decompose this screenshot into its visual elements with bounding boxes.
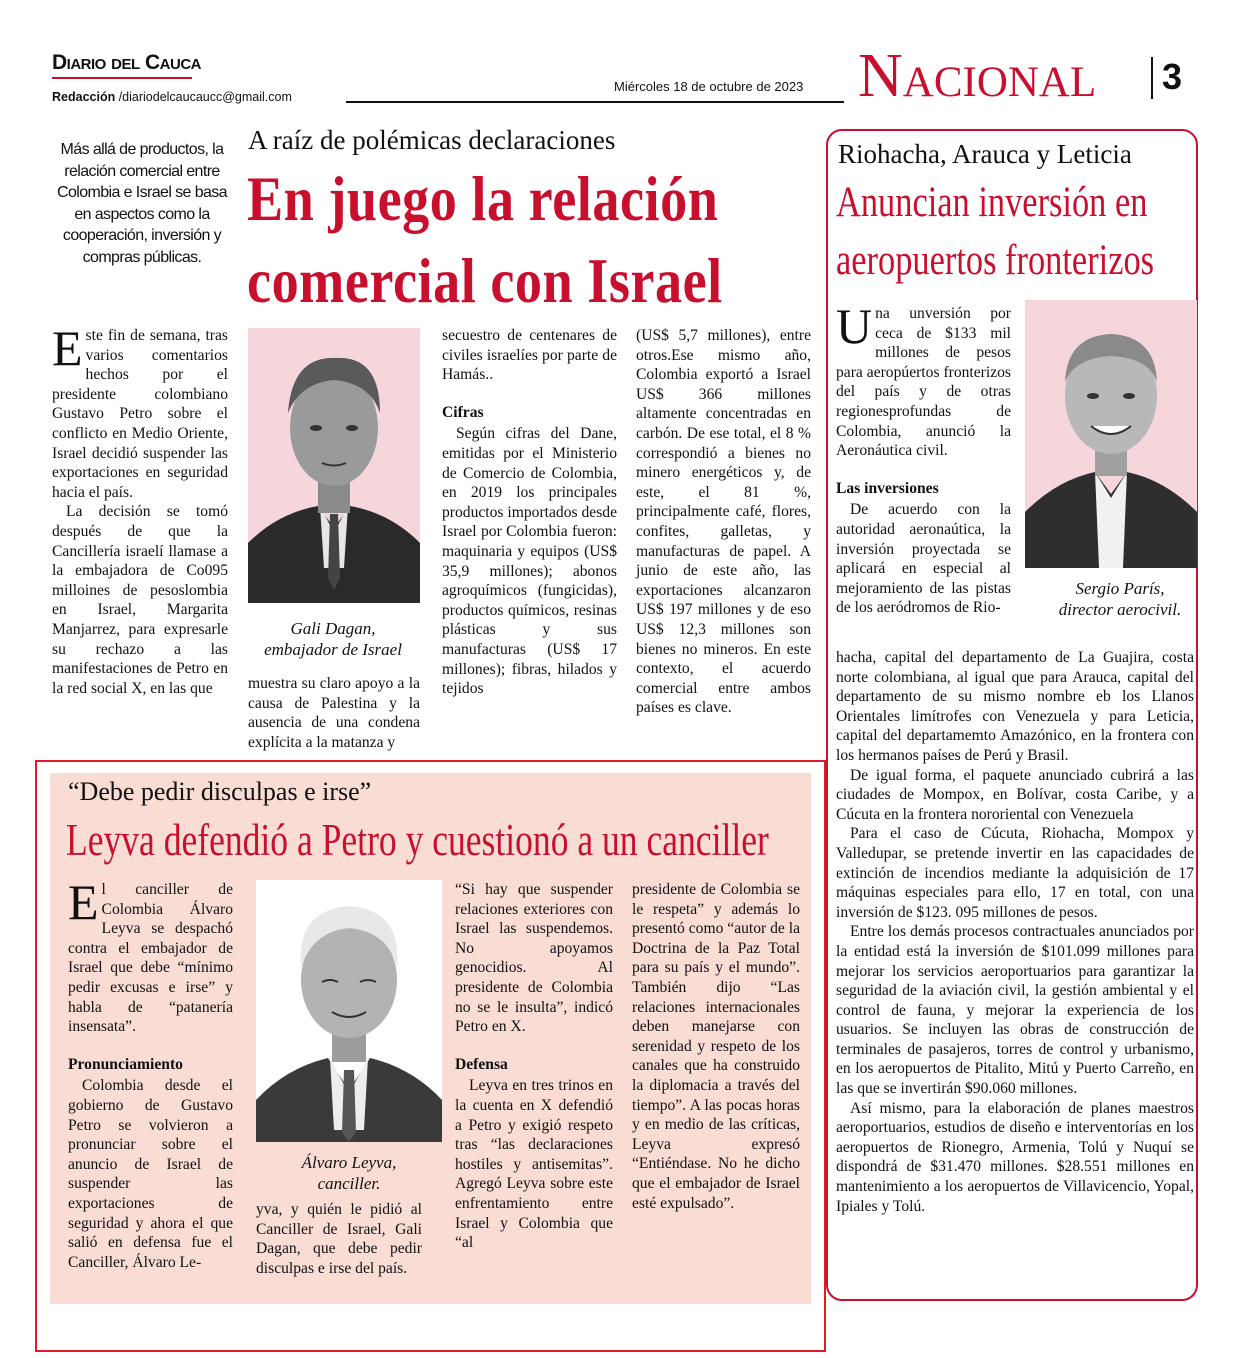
leyva-col-1: El canciller de Colombia Álvaro Leyva se despachó contra el embajador de Israel que debe “mínimo pedir excusas e irse” y habla de “patanería insensata”. Pronunciamiento Colombia desde el gobierno de Gustavo Petro se volvieron a pronunciar sobre el anuncio de Israel de suspender las exportaciones de seguridad y ahora el que salió en defensa fue el Canciller, Álvaro Le- bbox=[68, 874, 233, 1271]
page-number: 3 bbox=[1162, 56, 1183, 97]
airport-dropcap: U bbox=[836, 298, 873, 354]
main-col-2: muestra su claro apoyo a la causa de Palestina y la ausencia de una condena explícita a la matanza y bbox=[248, 675, 420, 751]
airport-col-narrow: Una unversión por ceca de $133 mil millones de pesos para aeropúertos fronterizos del país y de otras regionesprofundas de Colombia, anunció la Aeronáutica civil. Las inversiones De acuerdo con la autoridad aeronaútica, la inversión proyectada se aplicará en especial al mejoramiento de las pistas de los aeródromos de Rio- bbox=[836, 298, 1011, 617]
paper-name: Diario del Cauca bbox=[52, 51, 201, 74]
masthead-logo bbox=[52, 51, 201, 75]
sergio-paris-caption: Sergio París, director aerocivil. bbox=[1058, 579, 1182, 619]
inversiones-heading: Las inversiones bbox=[836, 479, 939, 497]
airport-kicker: Riohacha, Arauca y Leticia bbox=[838, 139, 1132, 169]
redaccion-line bbox=[52, 90, 292, 104]
airport-headline: Anuncian inversión en aeropuertos fronterizos bbox=[836, 179, 1155, 284]
defensa-heading: Defensa bbox=[455, 1055, 508, 1073]
gali-dagan-caption: Gali Dagan, embajador de Israel bbox=[264, 619, 402, 659]
main-pull-quote: Más allá de productos, la relación comercial entre Colombia e Israel se basa en aspectos como la cooperación, inversión y compras públicas. bbox=[57, 141, 227, 266]
masthead-underline bbox=[52, 77, 192, 79]
issue-date: Miércoles 18 de octubre de 2023 bbox=[614, 79, 804, 94]
sergio-paris-photo bbox=[1025, 300, 1197, 568]
header-rule bbox=[346, 101, 844, 103]
main-dropcap: E bbox=[52, 320, 83, 376]
section-title: Nacional bbox=[858, 42, 1097, 110]
redaccion-label: Redacción bbox=[52, 90, 116, 104]
main-col-3: secuestro de centenares de civiles israelíes por parte de Hamás.. Cifras Según cifras del Dane, emitidas por el Ministerio de Comercio de Colombia, en 2019 los principales productos importados desde Israel por Colombia fueron: maquinaria y equipos (US$ 35,9 millones); abonos agroquímicos (fungicidas), productos químicos, resinas plásticas y sus manufacturas (US$ 17 millones); fibras, hilados y tejidos bbox=[442, 327, 617, 698]
gali-dagan-photo bbox=[248, 328, 420, 603]
redaccion-email: /diariodelcaucaucc@gmail.com bbox=[118, 90, 292, 104]
leyva-headline: Leyva defendió a Petro y cuestionó a un canciller bbox=[66, 815, 769, 865]
airport-col-wide: hacha, capital del departamento de La Guajira, costa norte colombiana, al igual que para Arauca, capital del departamento de su mismo nombre eb los Llanos Orientales limítrofes con Venezuela y para Leticia, capital del departamemto Amazónico, en la frontera con los hermanos países de Perú y Brasil. De igual forma, el paquete anunciado cubrirá a las ciudades de Mompox, en Bolívar, costa Caribe, y a Cúcuta en la frontera nororiental con Venezuela Para el caso de Cúcuta, Riohacha, Mompox y Valledupar, se pretende invertir en las capacidades de extinción de incendios mediante la adquisición de 17 máquinas especiales para ello, 17 en total, con una inversión de $123. 095 millones de pesos. Entre los demás procesos contractuales anunciados por la entidad está la inversión de $101.099 millones para mejorar los servicios aeroportuarios para garantizar la seguridad de la aviación civil, la gestión ambiental y el control de fauna, y mejorar la experiencia de los usuarios. Se incluyen las obras de construcción de terminales de pasajeros, torres de control y urbanismo, en los aeropuertos de Pitalito, Mitú y Puerto Carreño, en las que se invertirán $90.060 millones. Así mismo, para la elaboración de planes maestros aeroportuarios, estudios de diseño e interventorías en los aeropuertos de Rionegro, Armenia, Tolú y Nuquí se dispondrá de $31.470 millones. $28.551 millones en mantenimiento a los aeropuertos de Villavicencio, Yopal, Ipiales y Tolú. bbox=[836, 649, 1194, 1215]
leyva-kicker: “Debe pedir disculpas e irse” bbox=[68, 777, 372, 806]
cifras-heading: Cifras bbox=[442, 403, 484, 421]
alvaro-leyva-photo bbox=[256, 880, 442, 1142]
main-headline: En juego la relación comercial con Israel bbox=[247, 164, 723, 316]
alvaro-leyva-caption: Álvaro Leyva, canciller. bbox=[301, 1153, 397, 1193]
section-divider bbox=[1151, 57, 1153, 99]
leyva-col-4: presidente de Colombia se le respeta” y además lo presentó como “autor de la Doctrina de la Paz Total para su país y el mundo”. También dijo “Las relaciones internacionales deben manejarse con serenidad y respeto de los canales que ha construido la diplomacia a través del tiempo”. A las pocas horas y en medio de las críticas, Leyva expresó “Entiéndase. No he dicho que el embajador de Israel esté expulsado”. bbox=[632, 881, 800, 1212]
leyva-col-3: “Si hay que suspender relaciones exteriores con Israel las suspendemos. No apoyamos genocidios. Al presidente de Colombia no se le insulta”, indicó Petro en X. Defensa Leyva en tres trinos en la cuenta en X defendió a Petro y exigió respeto tras “las declaraciones hostiles y antisemitas”. Agregó Leyva sobre este enfrentamiento entre Israel y Colombia que “al bbox=[455, 881, 613, 1252]
leyva-col-2: yva, y quién le pidió al Canciller de Israel, Gali Dagan, que debe pedir disculpas e irse del país. bbox=[256, 1201, 422, 1277]
main-col-4: (US$ 5,7 millones), entre otros.Ese mismo año, Colombia exportó a Israel US$ 366 millones altamente concentradas en carbón. De ese total, el 8 % correspondió a bienes no minero energéticos y, de este, el 81 %, principalmente café, flores, confites, galletas, y manufacturas de papel. A junio de este año, las exportaciones alcanzaron US$ 197 millones y de eso US$ 12,3 millones son bienes no mineros. En este contexto, el acuerdo comercial entre ambos países es clave. bbox=[636, 327, 811, 717]
pronunciamiento-heading: Pronunciamiento bbox=[68, 1055, 183, 1073]
main-col-1: Este fin de semana, tras varios comentarios hechos por el presidente colombiano Gustavo Petro sobre el conflicto en Medio Oriente, Israel decidió suspender las exportaciones en seguridad hacia el país. La decisión se tomó después de que la Cancillería israelí llamase a la embajadora de Co095 milloines de pesoslombia en Israel, Margarita Manjarrez, para expresarle su rechazo a las manifestaciones de Petro en la red social X, en las que bbox=[52, 320, 228, 697]
leyva-dropcap: E bbox=[68, 874, 99, 930]
main-kicker: A raíz de polémicas declaraciones bbox=[248, 125, 616, 155]
